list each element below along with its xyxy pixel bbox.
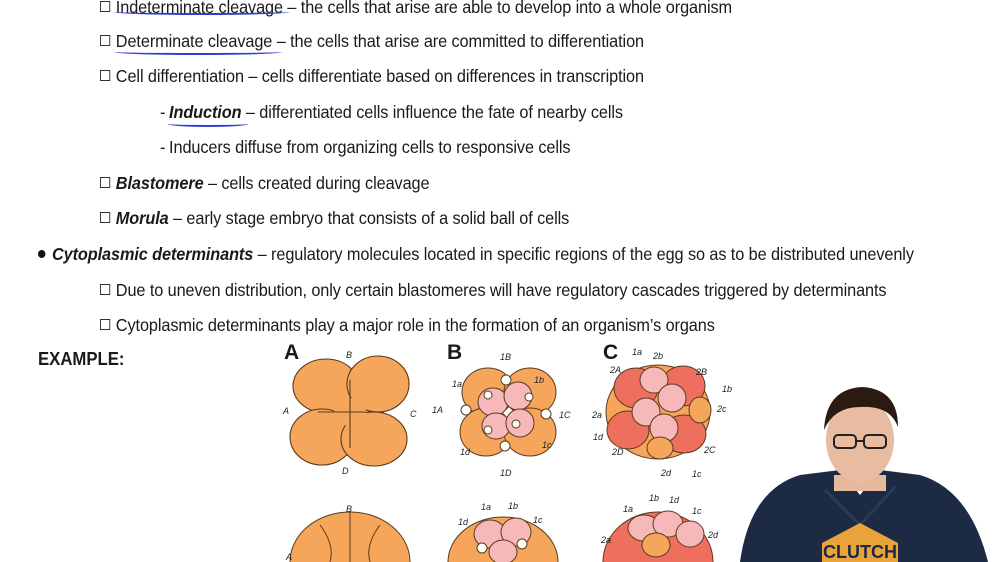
cell-label: 2C [704, 445, 716, 455]
cell-label: 1b [508, 501, 519, 511]
cell-label: 1c [692, 469, 702, 479]
definition-text: – early stage embryo that consists of a solid ball of cells [168, 208, 570, 228]
cell-label: 1a [632, 347, 643, 357]
cell-label: 1b [722, 384, 733, 394]
cell-label: 1d [669, 495, 680, 505]
cell-label: 1c [533, 515, 543, 525]
panel-letter-b: B [447, 341, 463, 364]
item-text: Cytoplasmic determinants play a major role in the formation of an organism’s organs [115, 315, 715, 335]
definition-text: – cells differentiate based on differences in transcription [243, 66, 644, 86]
term-label: Morula [115, 208, 169, 228]
presenter-video [730, 375, 1000, 562]
cell-label: 2D [612, 447, 624, 457]
example-label: EXAMPLE: [38, 349, 125, 369]
cell-label: 1c [692, 506, 702, 516]
definition-text: – the cells that arise are able to develop into a whole organism [282, 0, 732, 17]
definition-text: – cells created during cleavage [203, 173, 430, 193]
cell-label: 2a [601, 535, 612, 545]
cell-label: 1d [593, 432, 604, 442]
cell-label: 2A [610, 365, 622, 375]
panel-letter-a: A [284, 341, 300, 364]
term-label: Cell differentiation [115, 66, 244, 86]
cell-label: 2b [653, 351, 664, 361]
item-text: Due to uneven distribution, only certain blastomeres will have regulatory cascades triggered by determinants [115, 280, 887, 300]
cell-label: 2B [696, 367, 708, 377]
item-text: Inducers diffuse from organizing cells to responsive cells [169, 137, 571, 157]
dash-bullet: - [160, 137, 166, 157]
term-label: Indeterminate cleavage [115, 0, 283, 17]
cell-label: B [346, 504, 353, 514]
cell-label: A [286, 552, 293, 562]
cell-label: 2d [661, 468, 672, 478]
cell-label: 2a [592, 410, 603, 420]
cell-label: A [283, 406, 290, 416]
cell-label: 1c [542, 440, 552, 450]
definition-text: – differentiated cells influence the fate of nearby cells [241, 102, 623, 122]
cell-label: D [342, 466, 349, 476]
embryo-row2-c [603, 511, 713, 562]
cell-label: 1d [460, 447, 471, 457]
embryo-4-cell [290, 356, 409, 466]
term-label: Blastomere [115, 173, 204, 193]
panel-letter-c: C [603, 341, 619, 364]
definition-text: – regulatory molecules located in specific regions of the egg so as to be distributed unevenly [253, 244, 914, 264]
cell-label: 1A [432, 405, 444, 415]
clutch-logo-text: CLUTCH [823, 542, 897, 562]
cell-label: C [410, 409, 417, 419]
cell-label: 1d [458, 517, 469, 527]
embryo-row2-a [290, 512, 410, 562]
cell-label: 1b [649, 493, 660, 503]
definition-text: – the cells that arise are committed to differentiation [272, 31, 645, 51]
cell-label: 2d [708, 530, 719, 540]
cell-label: 1D [500, 468, 512, 478]
cell-label: 1B [500, 352, 512, 362]
cell-label: 2c [717, 404, 727, 414]
term-label: Induction [169, 102, 242, 122]
cell-label: 1a [452, 379, 463, 389]
cell-label: 1a [623, 504, 634, 514]
term-label: Cytoplasmic determinants [51, 244, 254, 264]
cell-label: 1a [481, 502, 492, 512]
term-label: Determinate cleavage [115, 31, 273, 51]
cell-label: B [346, 350, 353, 360]
dash-bullet: - [160, 102, 166, 122]
embryo-16-cell [606, 365, 711, 459]
cell-label: 1C [559, 410, 571, 420]
cell-label: 1b [534, 375, 545, 385]
